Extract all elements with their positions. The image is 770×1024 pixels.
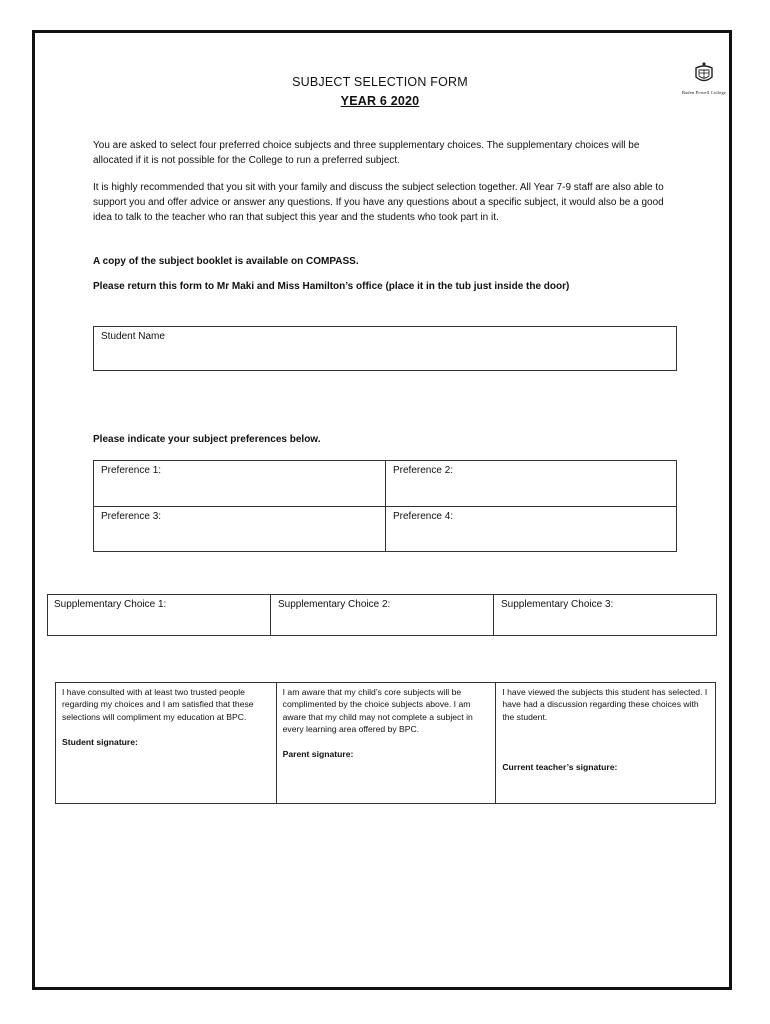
teacher-declaration-text: I have viewed the subjects this student has selected. I have had a discussion regarding these choices with the student. (502, 687, 708, 722)
intro-paragraph-1: You are asked to select four preferred choice subjects and three supplementary choices. The supplementary choices will be allocated if it is not possible for the College to run a preferred subject. (93, 140, 640, 166)
preference-4-label: Preference 4: (393, 511, 454, 522)
intro-paragraph-2: It is highly recommended that you sit with your family and discuss the subject selection together. All Year 7-9 staff are also able to support you and offer advice or answer any questions. If you have any questions about a specific subject, it would also be a good idea to talk to the teacher who ran that subject this year and the students who took part in it. (93, 182, 664, 223)
parent-declaration-text: I am aware that my child’s core subjects will be complimented by the choice subjects above. I am aware that my child may not complete a subject in every learning area offered by BPC. (282, 687, 473, 734)
student-declaration-text: I have consulted with at least two trusted people regarding my choices and I am satisfied that these selections will compliment my education at BPC. (62, 687, 254, 722)
parent-declaration-cell[interactable] (276, 683, 496, 804)
preference-1-field[interactable] (94, 461, 385, 506)
student-name-label: Student Name (101, 331, 165, 342)
form-title: SUBJECT SELECTION FORM (292, 75, 468, 89)
supplementary-choice-2-label: Supplementary Choice 2: (278, 599, 391, 610)
preference-1-label: Preference 1: (101, 465, 162, 476)
preference-3-field[interactable] (94, 507, 385, 551)
logo-text: Baden Powell College (681, 90, 727, 95)
declarations-table (55, 682, 716, 804)
student-name-field[interactable] (93, 326, 677, 371)
preference-2-label: Preference 2: (393, 465, 454, 476)
preference-4-field[interactable] (386, 507, 676, 551)
supplementary-choice-2-field[interactable] (271, 595, 493, 635)
preferences-heading: Please indicate your subject preferences below. (93, 434, 321, 445)
supplementary-choice-3-label: Supplementary Choice 3: (501, 599, 614, 610)
form-subtitle-wrap (0, 94, 760, 108)
teacher-signature-label: Current teacher’s signature: (502, 761, 618, 772)
booklet-note: A copy of the subject booklet is available on COMPASS. (93, 256, 359, 267)
supplementary-choice-1-label: Supplementary Choice 1: (54, 599, 167, 610)
supplementary-choice-3-field[interactable] (494, 595, 716, 635)
return-note: Please return this form to Mr Maki and Miss Hamilton’s office (place it in the tub just inside the door) (93, 281, 570, 292)
form-subtitle: YEAR 6 2020 (340, 94, 420, 108)
supplementary-table (47, 594, 717, 636)
parent-signature-label: Parent signature: (282, 749, 354, 760)
supplementary-choice-1-field[interactable] (48, 595, 270, 635)
preference-2-field[interactable] (386, 461, 676, 506)
preference-3-label: Preference 3: (101, 511, 162, 522)
student-signature-label: Student signature: (62, 736, 138, 747)
student-declaration-cell[interactable] (56, 683, 277, 804)
preferences-table (93, 460, 677, 552)
teacher-declaration-cell[interactable] (496, 683, 716, 804)
